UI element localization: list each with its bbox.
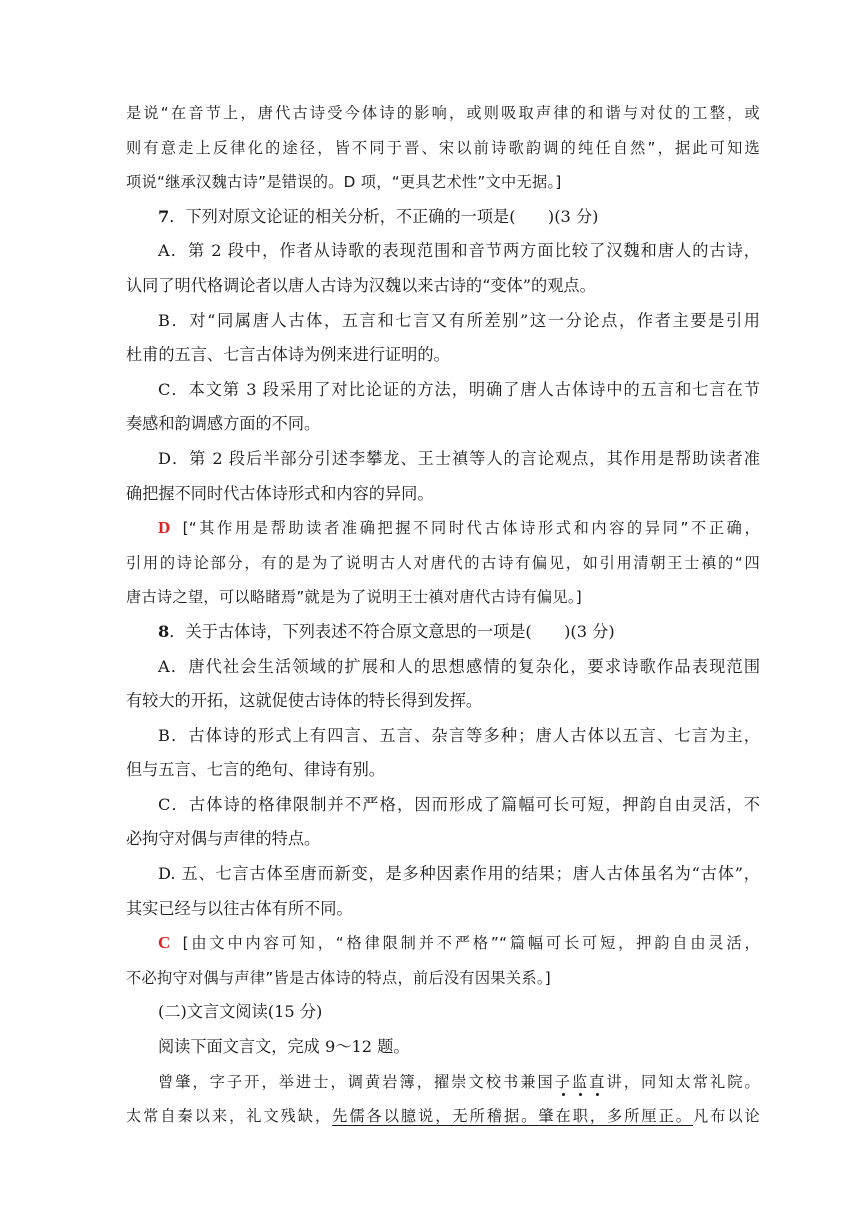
passage-text: 曾肇，字子开，举进士，调黄岩簿，擢崇文校书兼国 [158,1072,555,1091]
option-d: D. 五、七言古体至唐而新变，是多种因素作用的结果；唐人古体虽名为“古体”， [158,864,760,884]
answer-letter: C [158,933,171,953]
dotted-char: 子 [554,1072,572,1091]
explanation-line: 则有意走上反律化的途径，皆不同于晋、宋以前诗歌韵调的纯任自然”，据此可知选 [126,138,760,157]
option-a: A．第 2 段中，作者从诗歌的表现范围和音节两方面比较了汉魏和唐人的古诗， [158,241,760,261]
question-number: 7 [158,206,170,226]
passage-text: 凡布以论 [692,1107,760,1126]
dotted-char: 直 [589,1072,607,1091]
explanation-line: 引用的诗论部分，有的是为了说明古人对唐代的古诗有偏见，如引用清朝王士禛的“四 [126,553,760,572]
question-text: ．下列对原文论证的相关分析，不正确的一项是( )(3 分) [169,206,599,226]
option-c-cont: 必拘守对偶与声律的特点。 [126,829,321,849]
dotted-char: 监 [571,1072,590,1091]
explanation-line: 项说“继承汉魏古诗”是错误的。D 项，“更具艺术性”文中无据。] [126,173,562,192]
option-a-cont: 认同了明代格调论者以唐人古诗为汉魏以来古诗的“变体”的观点。 [126,275,596,295]
option-b-cont: 但与五言、七言的绝句、律诗有别。 [126,760,385,780]
passage-text: 太常自秦以来，礼文残缺， [126,1107,333,1126]
question-stem [126,615,760,650]
explanation-line: 是说“在音节上，唐代古诗受今体诗的影响，或则吸取声律的和谐与对仗的工整，或 [126,104,760,122]
answer-line [126,926,760,961]
explanation-text: [“其作用是帮助读者准确把握不同时代古体诗形式和内容的异同”不正确， [182,519,760,538]
option-c-cont: 奏感和韵调感方面的不同。 [126,414,321,434]
option-a-cont: 有较大的开拓，这就促使古诗体的特长得到发挥。 [126,691,483,711]
option-a: A．唐代社会生活领域的扩展和人的思想感情的复杂化，要求诗歌作品表现范围 [158,656,760,676]
option-b: B．对“同属唐人古体，五言和七言又有所差别”这一分论点，作者主要是引用 [158,310,760,330]
option-c: C．本文第 3 段采用了对比论证的方法，明确了唐人古体诗中的五言和七言在节 [158,379,760,399]
option-b: B．古体诗的形式上有四言、五言、杂言等多种；唐人古体以五言、七言为主， [158,725,760,745]
option-c: C．古体诗的格律限制并不严格，因而形成了篇幅可长可短，押韵自由灵活，不 [158,794,760,814]
passage-line [126,1065,760,1100]
question-number: 8 [158,621,170,641]
question-text: ．关于古体诗，下列表述不符合原文意思的一项是( )(3 分) [169,621,615,641]
section-heading: (二)文言文阅读(15 分) [158,1002,323,1022]
explanation-line: 唐古诗之望，可以略睹焉”就是为了说明王士禛对唐代古诗有偏见。] [126,588,582,607]
passage-text: 讲，同知太常礼院。 [606,1072,760,1091]
option-b-cont: 杜甫的五言、七言古体诗为例来进行证明的。 [126,345,450,365]
question-stem [126,200,760,235]
question-8 [126,615,760,996]
option-d-cont: 确把握不同时代古体诗形式和内容的异同。 [126,483,434,503]
explanation-line: 不必拘守对偶与声律”皆是古体诗的特点，前后没有因果关系。] [126,968,551,987]
previous-explanation [126,96,760,200]
underlined-sentence: 先儒各以臆说，无所稽据。肇在职，多所厘正。 [332,1107,693,1126]
passage-line [126,1099,760,1134]
question-7 [126,200,760,615]
explanation-text: [由文中内容可知，“格律限制并不严格”“篇幅可长可短，押韵自由灵活， [182,934,760,953]
answer-line [126,511,760,546]
classical-chinese-section [126,995,760,1133]
section-instruction: 阅读下面文言文，完成 9～12 题。 [158,1037,410,1057]
option-d-cont: 其实已经与以往古体有所不同。 [126,898,353,918]
answer-letter: D [158,518,171,538]
option-d: D．第 2 段后半部分引述李攀龙、王士禛等人的言论观点，其作用是帮助读者准 [158,448,760,468]
document-page [126,96,760,1134]
